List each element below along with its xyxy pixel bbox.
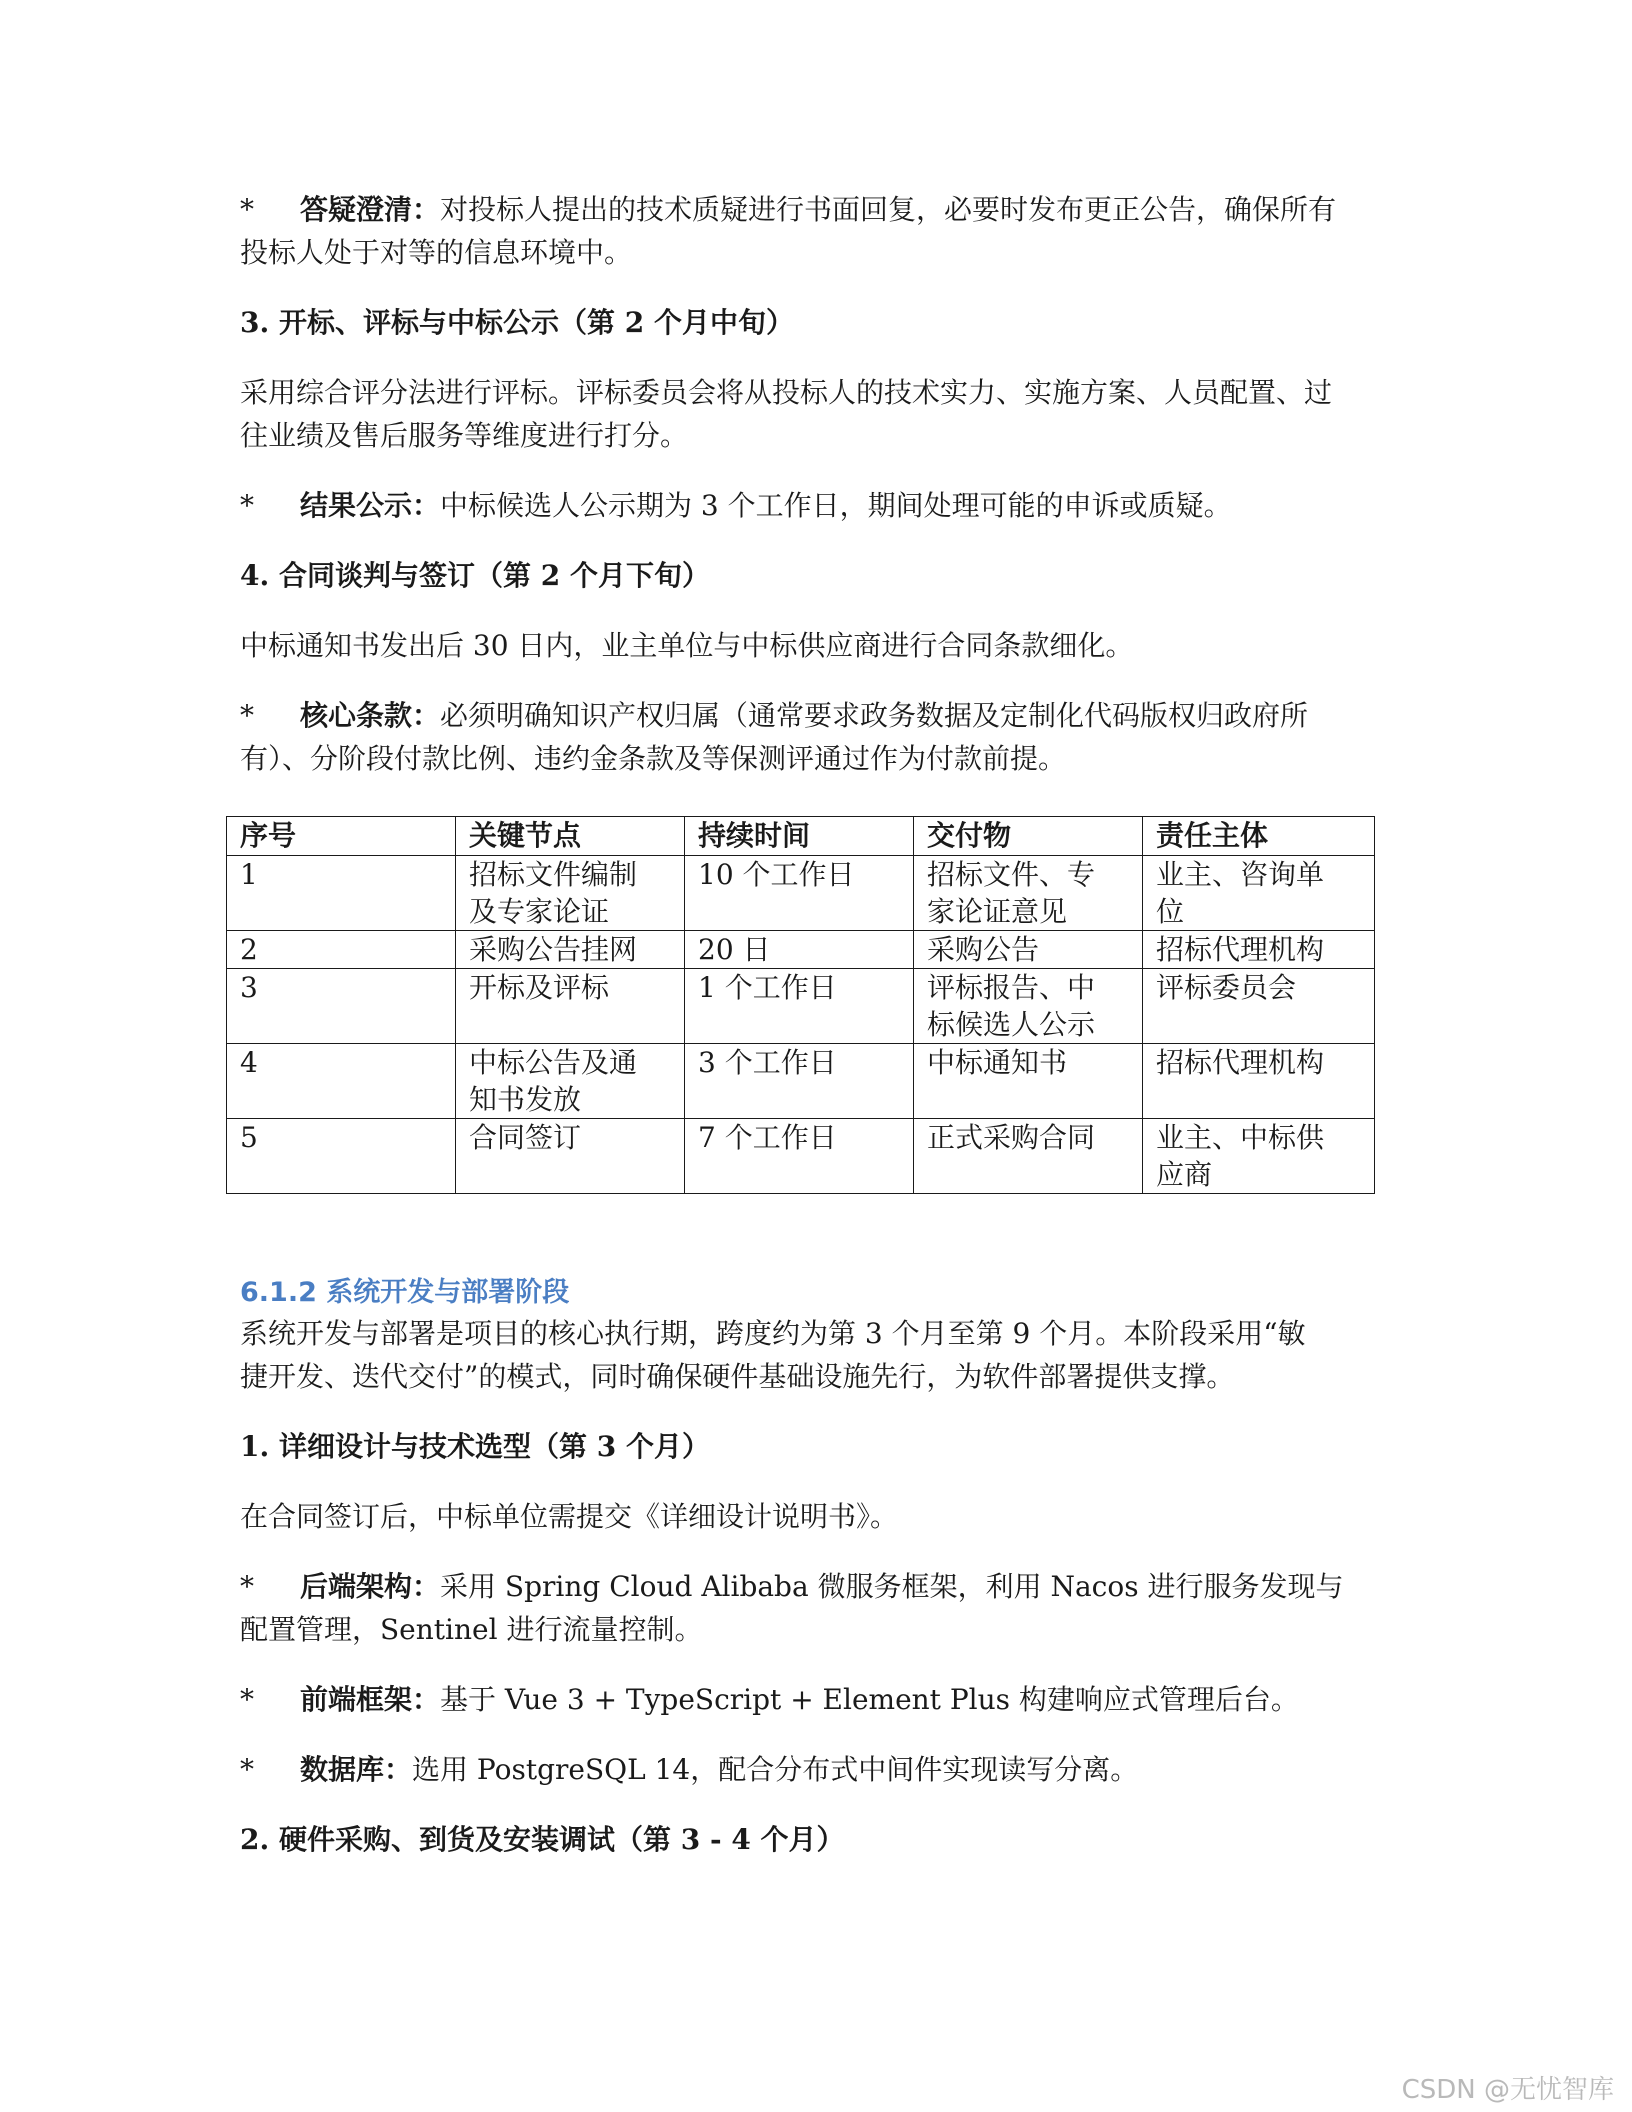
section-intro: 系统开发与部署是项目的核心执行期，跨度约为第 3 个月至第 9 个月。本阶段采用“敏	[240, 1317, 1306, 1350]
cell-milestone	[456, 1119, 685, 1194]
cell-line: 标候选人公示	[927, 1008, 1096, 1041]
cell-owner	[1143, 856, 1375, 931]
bullet-core-terms	[240, 694, 1308, 737]
bullet-database	[240, 1748, 1138, 1791]
cell-line: 中标通知书	[927, 1046, 1068, 1079]
table-row	[227, 969, 1375, 1044]
section-intro-cont: 捷开发、迭代交付”的模式，同时确保硬件基础设施先行，为软件部署提供支撑。	[240, 1360, 1235, 1393]
cell-line: 4	[240, 1046, 258, 1079]
cell-line: 业主、中标供	[1156, 1121, 1325, 1154]
bullet-marker: *	[240, 1753, 254, 1786]
header-owner: 责任主体	[1143, 817, 1375, 856]
bullet-core-terms-cont: 有）、分阶段付款比例、违约金条款及等保测评通过作为付款前提。	[240, 742, 1067, 775]
heading-detailed-design: 1. 详细设计与技术选型（第 3 个月）	[240, 1430, 710, 1463]
bullet-text: 选用 PostgreSQL 14，配合分布式中间件实现读写分离。	[412, 1753, 1139, 1786]
bullet-text: 必须明确知识产权归属（通常要求政务数据及定制化代码版权归政府所	[440, 699, 1309, 732]
paragraph-notice: 中标通知书发出后 30 日内，业主单位与中标供应商进行合同条款细化。	[240, 629, 1134, 662]
cell-line: 采购公告	[927, 933, 1040, 966]
heading-hardware: 2. 硬件采购、到货及安装调试（第 3 - 4 个月）	[240, 1823, 845, 1856]
cell-line: 1	[240, 858, 258, 891]
bullet-text: 中标候选人公示期为 3 个工作日，期间处理可能的申诉或质疑。	[440, 489, 1232, 522]
heading-contract: 4. 合同谈判与签订（第 2 个月下旬）	[240, 559, 710, 592]
bullet-marker: *	[240, 489, 254, 522]
cell-line: 5	[240, 1121, 258, 1154]
cell-line: 2	[240, 933, 258, 966]
bullet-label: 结果公示：	[300, 489, 441, 522]
cell-line: 合同签订	[469, 1121, 582, 1154]
bullet-label: 前端框架：	[300, 1683, 441, 1716]
bullet-marker: *	[240, 1570, 254, 1603]
cell-deliverable	[914, 931, 1143, 969]
cell-milestone	[456, 969, 685, 1044]
header-milestone: 关键节点	[456, 817, 685, 856]
cell-line: 业主、咨询单	[1156, 858, 1325, 891]
cell-line: 及专家论证	[469, 895, 610, 928]
table-row	[227, 1044, 1375, 1119]
cell-line: 招标代理机构	[1156, 933, 1325, 966]
bullet-label: 后端架构：	[300, 1570, 441, 1603]
cell-duration	[685, 856, 914, 931]
table-header-row	[227, 817, 1375, 856]
bullet-clarification-cont: 投标人处于对等的信息环境中。	[240, 236, 633, 269]
cell-line: 评标报告、中	[927, 971, 1096, 1004]
cell-line: 招标文件、专	[927, 858, 1096, 891]
paragraph-evaluation: 采用综合评分法进行评标。评标委员会将从投标人的技术实力、实施方案、人员配置、过	[240, 376, 1333, 409]
table-row	[227, 931, 1375, 969]
header-index: 序号	[227, 817, 456, 856]
table-row	[227, 856, 1375, 931]
cell-deliverable	[914, 1044, 1143, 1119]
cell-line: 招标代理机构	[1156, 1046, 1325, 1079]
bullet-label: 核心条款：	[300, 699, 441, 732]
bullet-clarification	[240, 188, 1336, 231]
bullet-label: 答疑澄清：	[300, 193, 441, 226]
cell-milestone	[456, 856, 685, 931]
cell-line: 评标委员会	[1156, 971, 1297, 1004]
cell-index	[227, 1119, 456, 1194]
paragraph-evaluation-cont: 往业绩及售后服务等维度进行打分。	[240, 419, 689, 452]
bullet-text: 采用 Spring Cloud Alibaba 微服务框架，利用 Nacos 进行服务发现与	[440, 1570, 1344, 1603]
cell-milestone	[456, 1044, 685, 1119]
cell-line: 招标文件编制	[469, 858, 638, 891]
cell-line: 10 个工作日	[698, 858, 855, 891]
cell-line: 中标公告及通	[469, 1046, 638, 1079]
bullet-marker: *	[240, 699, 254, 732]
cell-line: 知书发放	[469, 1083, 582, 1116]
cell-line: 位	[1156, 895, 1185, 928]
paragraph-design-doc: 在合同签订后，中标单位需提交《详细设计说明书》。	[240, 1500, 899, 1533]
header-deliverable: 交付物	[914, 817, 1143, 856]
cell-owner	[1143, 1119, 1375, 1194]
cell-duration	[685, 931, 914, 969]
cell-deliverable	[914, 1119, 1143, 1194]
cell-line: 3	[240, 971, 258, 1004]
cell-line: 正式采购合同	[927, 1121, 1096, 1154]
cell-owner	[1143, 969, 1375, 1044]
cell-line: 20 日	[698, 933, 771, 966]
cell-duration	[685, 1044, 914, 1119]
bullet-marker: *	[240, 193, 254, 226]
cell-line: 7 个工作日	[698, 1121, 837, 1154]
heading-bid-opening: 3. 开标、评标与中标公示（第 2 个月中旬）	[240, 306, 794, 339]
cell-duration	[685, 969, 914, 1044]
bullet-marker: *	[240, 1683, 254, 1716]
table-row	[227, 1119, 1375, 1194]
cell-line: 1 个工作日	[698, 971, 837, 1004]
cell-line: 家论证意见	[927, 895, 1068, 928]
section-title: 6.1.2 系统开发与部署阶段	[240, 1277, 570, 1308]
cell-index	[227, 856, 456, 931]
cell-deliverable	[914, 856, 1143, 931]
bullet-result-publicity	[240, 484, 1232, 527]
cell-owner	[1143, 1044, 1375, 1119]
bullet-label: 数据库：	[300, 1753, 413, 1786]
bullet-text: 基于 Vue 3 + TypeScript + Element Plus 构建响应式管理后台。	[440, 1683, 1299, 1716]
cell-duration	[685, 1119, 914, 1194]
bullet-text: 对投标人提出的技术质疑进行书面回复，必要时发布更正公告，确保所有	[440, 193, 1337, 226]
cell-index	[227, 969, 456, 1044]
cell-line: 采购公告挂网	[469, 933, 638, 966]
bullet-backend	[240, 1565, 1343, 1608]
cell-milestone	[456, 931, 685, 969]
cell-deliverable	[914, 969, 1143, 1044]
header-duration: 持续时间	[685, 817, 914, 856]
cell-line: 开标及评标	[469, 971, 610, 1004]
cell-index	[227, 1044, 456, 1119]
cell-line: 3 个工作日	[698, 1046, 837, 1079]
cell-line: 应商	[1156, 1158, 1213, 1191]
watermark: CSDN @无忧智库	[1401, 2075, 1614, 2105]
bullet-backend-cont: 配置管理，Sentinel 进行流量控制。	[240, 1613, 703, 1646]
schedule-table	[226, 816, 1375, 1194]
bullet-frontend	[240, 1678, 1299, 1721]
cell-index	[227, 931, 456, 969]
cell-owner	[1143, 931, 1375, 969]
